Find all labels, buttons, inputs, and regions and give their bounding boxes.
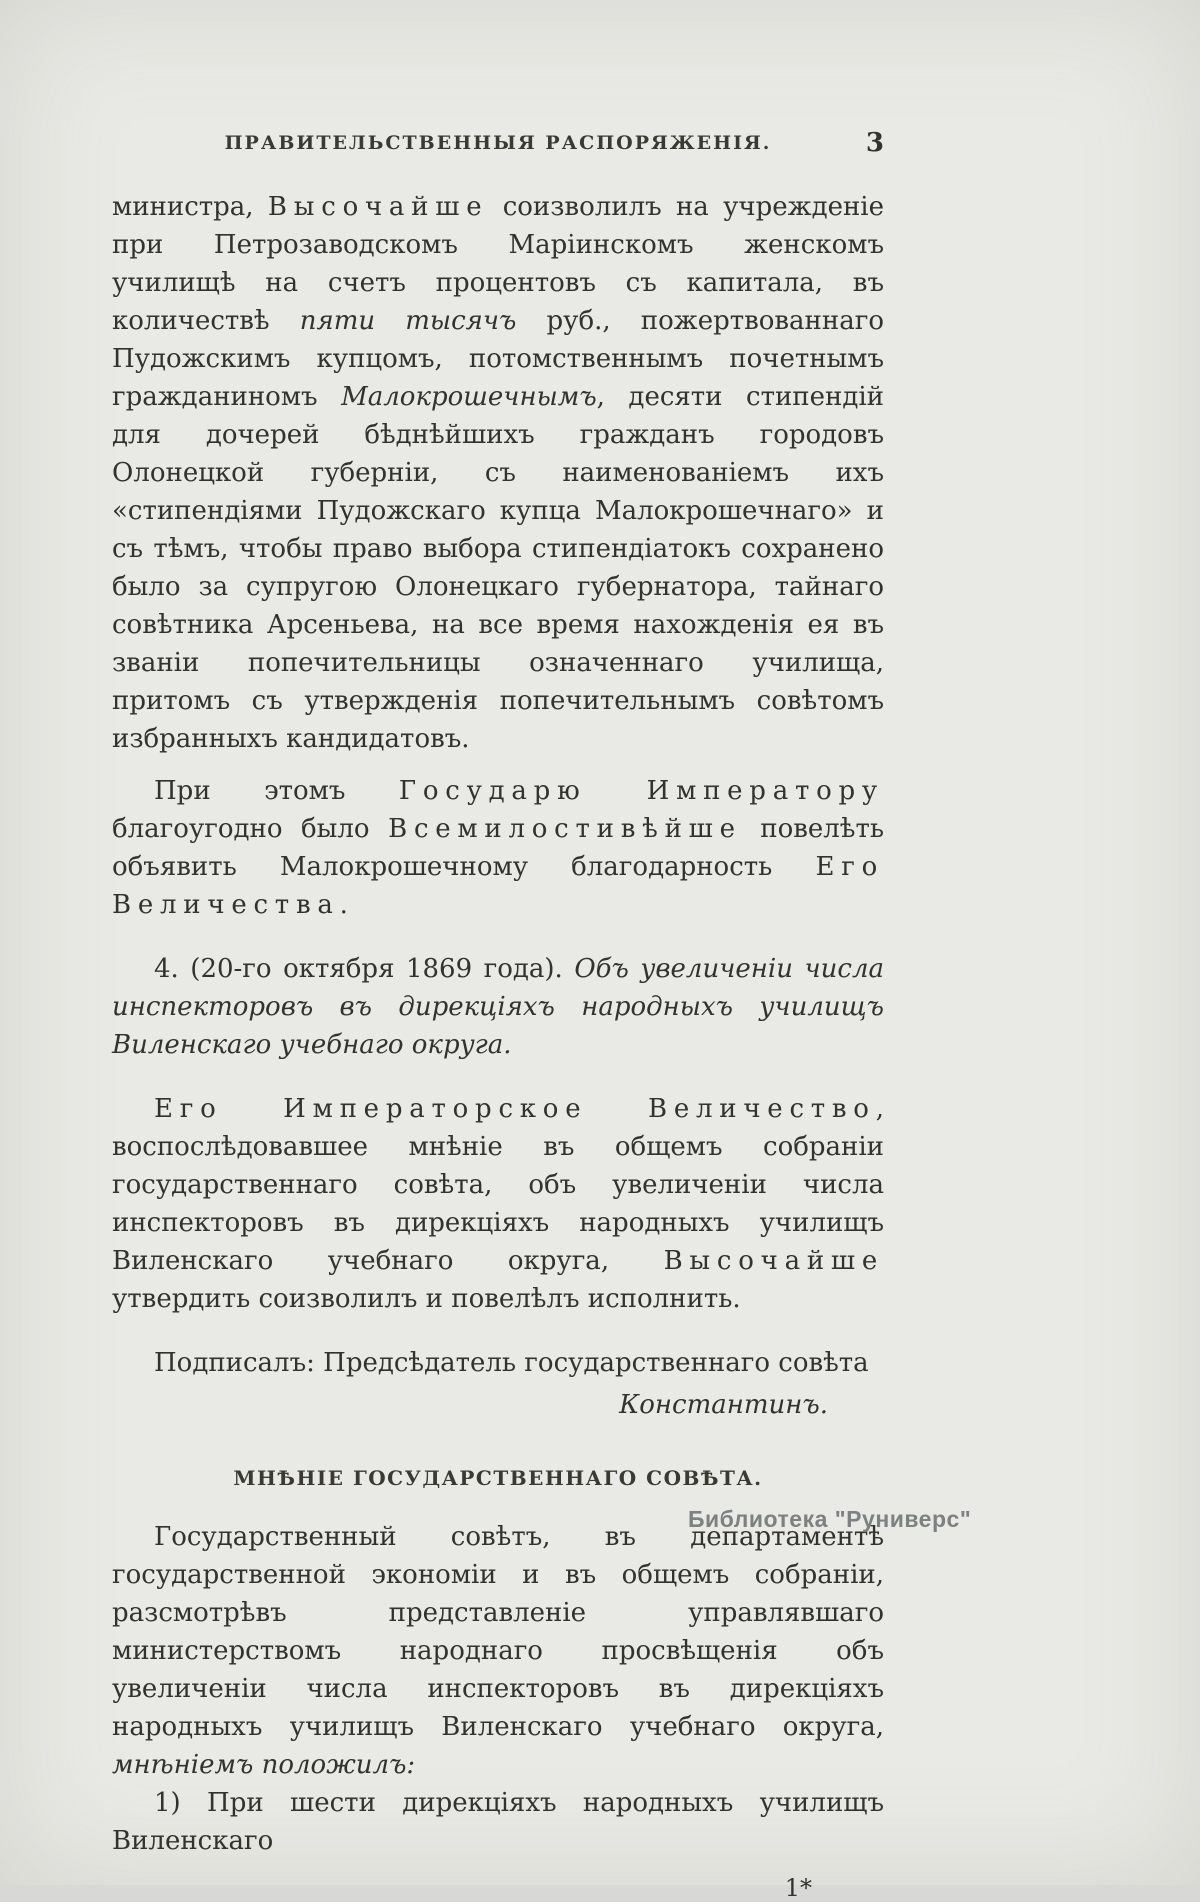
paragraph-item-1: 1) При шести дирекціяхъ народныхъ училищъ Виленскаго (112, 1788, 884, 1856)
paragraph-decree-4-body: Его Императорское Величество, воспослѣдовавшее мнѣніе въ общемъ собраніи государственнаго совѣта, объ увеличеніи числа инспекторовъ въ дирекціяхъ народныхъ училищъ Виленскаго учебнаго округа, Высочайше утвердить соизволилъ и повелѣлъ исполнить. (112, 1094, 884, 1314)
signature-line: Подписалъ: Предсѣдатель государственнаго совѣта (154, 1348, 869, 1378)
page-number: 3 (865, 128, 884, 158)
page-header (112, 128, 884, 162)
paragraph-continuation: министра, Высочайше соизволилъ на учрежденіе при Петрозаводскомъ Маріинскомъ женскомъ училищѣ на счетъ процентовъ съ капитала, въ количествѣ пяти тысячъ руб., пожертвованнаго Пудожскимъ купцомъ, потомственнымъ почетнымъ гражданиномъ Малокрошечнымъ, десяти стипендій для дочерей бѣднѣйшихъ гражданъ городовъ Олонецкой губерніи, съ наименованіемъ ихъ «стипендіями Пудожскаго купца Малокрошечнаго» и съ тѣмъ, чтобы право выбора стипендіатокъ сохранено было за супругою Олонецкаго губернатора, тайнаго совѣтника Арсеньева, на все время нахожденія ея въ званіи попечительницы означеннаго училища, притомъ съ утвержденія попечительнымъ совѣтомъ избранныхъ кандидатовъ. (112, 192, 884, 754)
text-column (112, 128, 884, 1902)
running-head-title: ПРАВИТЕЛЬСТВЕННЫЯ РАСПОРЯЖЕНІЯ. (224, 132, 772, 154)
section-heading: МНѢНІЕ ГОСУДАРСТВЕННАГО СОВѢТА. (233, 1466, 763, 1490)
paragraph-council-opinion: Государственный совѣтъ, въ департаментѣ государственной экономіи и въ общемъ собраніи, разсмотрѣвъ представленіе управлявшаго министерствомъ народнаго просвѣщенія объ увеличеніи числа инспекторовъ въ дирекціяхъ народныхъ училищъ Виленскаго учебнаго округа, мнѣніемъ положилъ: (112, 1522, 884, 1780)
paragraph-gratitude: При этомъ Государю Императору благоугодно было Всемилостивѣйше повелѣть объявить Малокрошечному благодарность Его Величества. (112, 776, 884, 920)
printer-signature-mark: 1* (784, 1874, 812, 1902)
library-watermark: Библиотека "Руниверс" (688, 1506, 972, 1532)
paragraph-decree-4-heading: 4. (20-го октября 1869 года). Объ увеличеніи числа инспекторовъ въ дирекціяхъ народныхъ училищъ Виленскаго учебнаго округа. (112, 954, 884, 1060)
signature-name: Константинъ. (619, 1390, 828, 1420)
